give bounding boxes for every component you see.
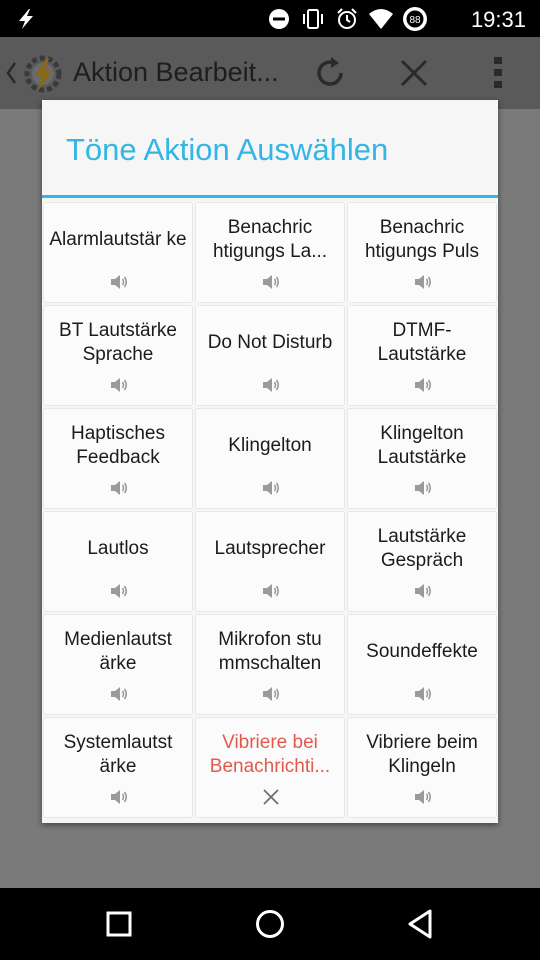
dialog-divider (42, 195, 498, 198)
action-item[interactable] (347, 305, 497, 406)
action-item-label: Medienlautst ärke (64, 629, 172, 674)
speaker-icon (412, 580, 434, 602)
speaker-icon (260, 477, 282, 499)
action-item-label: Benachric htigungs La... (212, 217, 328, 262)
dnd-icon (266, 6, 292, 32)
speaker-icon (260, 271, 282, 293)
action-bar (0, 37, 540, 109)
action-item-label: Alarmlautstär ke (49, 229, 187, 250)
action-item-label: Lautstärke Gespräch (377, 526, 467, 571)
svg-text:88: 88 (409, 15, 421, 26)
action-item[interactable] (347, 408, 497, 509)
speaker-icon (260, 683, 282, 705)
action-item-label: Haptisches Feedback (71, 423, 165, 468)
navigation-bar (0, 888, 540, 960)
status-icons (266, 6, 428, 32)
action-item-label: Vibriere bei Benachrichti... (209, 732, 331, 777)
action-item[interactable] (347, 614, 497, 715)
dialog-title: Töne Aktion Auswählen (66, 132, 389, 167)
action-item-label: Lautsprecher (214, 538, 326, 559)
action-item[interactable] (43, 408, 193, 509)
action-item[interactable] (347, 511, 497, 612)
vibrate-icon (300, 6, 326, 32)
speaker-icon (260, 580, 282, 602)
action-item-label: Mikrofon stu mmschalten (218, 629, 322, 674)
alarm-icon (334, 6, 360, 32)
app-logo-icon[interactable] (20, 51, 66, 97)
refresh-button[interactable] (310, 53, 350, 93)
action-item-label: Do Not Disturb (207, 332, 333, 353)
action-item[interactable] (195, 511, 345, 612)
speaker-icon (412, 271, 434, 293)
action-item-label: Systemlautst ärke (63, 732, 173, 777)
home-button[interactable] (252, 906, 288, 942)
speaker-icon (412, 477, 434, 499)
select-action-dialog (42, 100, 498, 823)
close-icon (398, 57, 430, 89)
speaker-icon (412, 786, 434, 808)
action-item-label: Klingelton (228, 435, 312, 456)
x-icon (260, 786, 282, 808)
flash-icon (14, 7, 38, 31)
up-chevron-icon[interactable] (4, 59, 18, 87)
speaker-icon (412, 683, 434, 705)
close-button[interactable] (394, 53, 434, 93)
action-item-label: Lautlos (87, 538, 149, 559)
recents-button[interactable] (101, 906, 137, 942)
speaker-icon (108, 271, 130, 293)
overflow-menu-icon (492, 55, 504, 91)
speaker-icon (108, 786, 130, 808)
speaker-icon (108, 477, 130, 499)
action-item-label: BT Lautstärke Sprache (59, 320, 177, 365)
action-item[interactable] (43, 717, 193, 818)
action-item[interactable] (347, 717, 497, 818)
action-item[interactable] (347, 202, 497, 303)
action-item-label: DTMF- Lautstärke (377, 320, 467, 365)
clock: 19:31 (470, 7, 526, 32)
action-item-label: Klingelton Lautstärke (377, 423, 467, 468)
page-title: Aktion Bearbeit... (73, 57, 279, 87)
action-item[interactable] (195, 717, 345, 818)
action-item[interactable] (43, 511, 193, 612)
speaker-icon (108, 683, 130, 705)
back-button[interactable] (402, 906, 438, 942)
speaker-icon (108, 580, 130, 602)
action-item[interactable] (195, 614, 345, 715)
action-item-label: Benachric htigungs Puls (364, 217, 480, 262)
status-bar (0, 0, 540, 37)
home-icon (254, 908, 286, 940)
action-item-label: Soundeffekte (366, 641, 478, 662)
action-item[interactable] (43, 305, 193, 406)
overflow-menu-button[interactable] (478, 53, 518, 93)
battery-icon (402, 6, 428, 32)
back-icon (405, 908, 435, 940)
action-item[interactable] (43, 614, 193, 715)
refresh-icon (312, 55, 348, 91)
speaker-icon (108, 374, 130, 396)
action-item[interactable] (43, 202, 193, 303)
action-item-label: Vibriere beim Klingeln (366, 732, 478, 777)
wifi-icon (368, 6, 394, 32)
action-item[interactable] (195, 305, 345, 406)
action-item[interactable] (195, 202, 345, 303)
speaker-icon (260, 374, 282, 396)
action-grid (42, 201, 498, 819)
action-item[interactable] (195, 408, 345, 509)
recents-icon (105, 910, 133, 938)
speaker-icon (412, 374, 434, 396)
